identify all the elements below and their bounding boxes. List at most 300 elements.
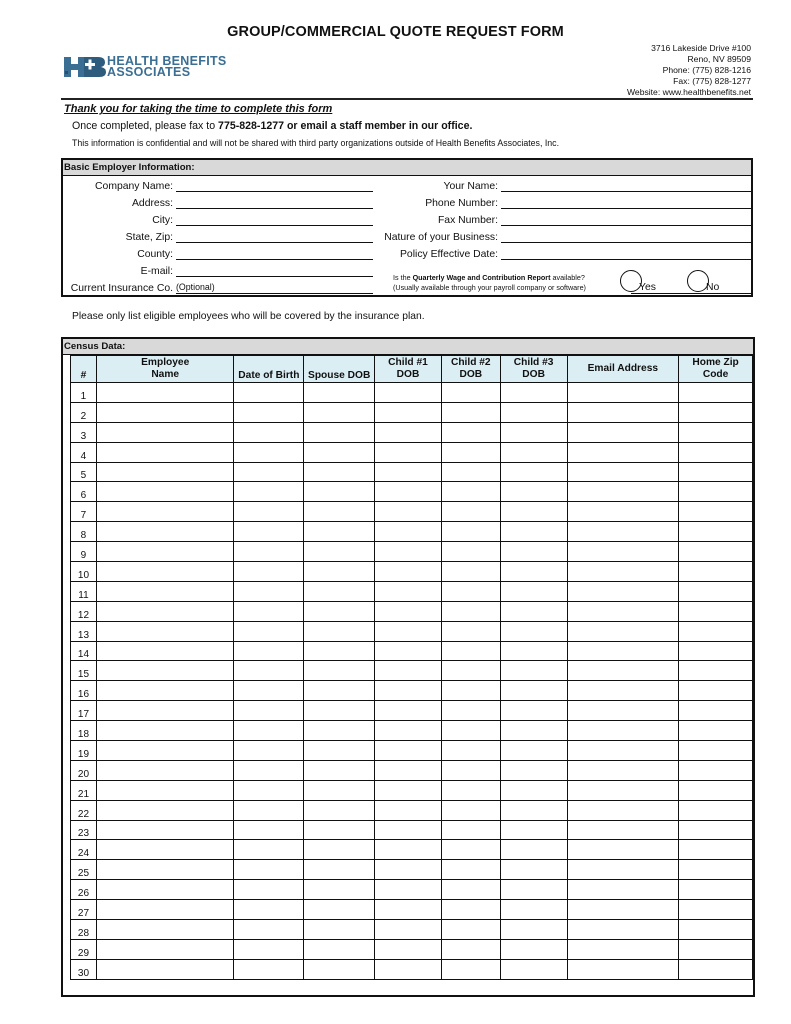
- child2-dob-cell[interactable]: [441, 581, 500, 601]
- child2-dob-cell[interactable]: [441, 760, 500, 780]
- date-of-birth-cell[interactable]: [234, 820, 304, 840]
- child2-dob-cell[interactable]: [441, 661, 500, 681]
- child1-dob-cell[interactable]: [375, 800, 442, 820]
- spouse-dob-cell[interactable]: [304, 820, 375, 840]
- date-of-birth-cell[interactable]: [234, 959, 304, 979]
- employee-name-cell[interactable]: [96, 641, 234, 661]
- email-address-cell[interactable]: [567, 959, 679, 979]
- child3-dob-cell[interactable]: [500, 581, 567, 601]
- spouse-dob-cell[interactable]: [304, 760, 375, 780]
- date-of-birth-cell[interactable]: [234, 900, 304, 920]
- home-zip-cell[interactable]: [679, 939, 753, 959]
- phone-number-label: Phone Number:: [425, 198, 498, 209]
- spouse-dob-cell[interactable]: [304, 800, 375, 820]
- child1-dob-cell[interactable]: [375, 681, 442, 701]
- child2-dob-cell[interactable]: [441, 701, 500, 721]
- child2-dob-cell[interactable]: [441, 462, 500, 482]
- table-row: [71, 601, 753, 621]
- date-of-birth-cell[interactable]: [234, 741, 304, 761]
- employee-name-cell[interactable]: [96, 581, 234, 601]
- email-address-cell[interactable]: [567, 442, 679, 462]
- child3-dob-cell[interactable]: [500, 959, 567, 979]
- col-header-child3-dob: [500, 356, 567, 383]
- email-address-cell[interactable]: [567, 462, 679, 482]
- current-insurance-label: Current Insurance Co.: [70, 283, 173, 294]
- child3-dob-cell[interactable]: [500, 939, 567, 959]
- child3-dob-cell[interactable]: [500, 661, 567, 681]
- child3-dob-cell[interactable]: [500, 601, 567, 621]
- employee-name-cell[interactable]: [96, 701, 234, 721]
- spouse-dob-cell[interactable]: [304, 542, 375, 562]
- email-input[interactable]: [176, 264, 373, 277]
- child2-dob-cell[interactable]: [441, 741, 500, 761]
- home-zip-cell[interactable]: [679, 383, 753, 403]
- employee-name-cell[interactable]: [96, 383, 234, 403]
- child3-dob-cell[interactable]: [500, 621, 567, 641]
- table-row: [71, 860, 753, 880]
- date-of-birth-cell[interactable]: [234, 383, 304, 403]
- city-input[interactable]: [176, 213, 373, 226]
- spouse-dob-cell[interactable]: [304, 860, 375, 880]
- employee-name-cell[interactable]: [96, 621, 234, 641]
- child2-dob-cell[interactable]: [441, 383, 500, 403]
- email-address-cell[interactable]: [567, 383, 679, 403]
- child2-dob-cell[interactable]: [441, 542, 500, 562]
- child2-dob-cell[interactable]: [441, 562, 500, 582]
- child2-dob-cell[interactable]: [441, 880, 500, 900]
- table-row: [71, 920, 753, 940]
- spouse-dob-cell[interactable]: [304, 621, 375, 641]
- child2-dob-cell[interactable]: [441, 681, 500, 701]
- home-zip-cell[interactable]: [679, 760, 753, 780]
- spouse-dob-cell[interactable]: [304, 462, 375, 482]
- nature-of-business-field: [363, 230, 753, 243]
- home-zip-cell[interactable]: [679, 482, 753, 502]
- email-address-cell[interactable]: [567, 522, 679, 542]
- date-of-birth-cell[interactable]: [234, 542, 304, 562]
- child1-dob-cell[interactable]: [375, 522, 442, 542]
- child2-dob-cell[interactable]: [441, 402, 500, 422]
- employee-name-cell[interactable]: [96, 741, 234, 761]
- home-zip-cell[interactable]: [679, 880, 753, 900]
- spouse-dob-cell[interactable]: [304, 442, 375, 462]
- child3-dob-cell[interactable]: [500, 681, 567, 701]
- home-zip-cell[interactable]: [679, 681, 753, 701]
- child1-dob-cell[interactable]: [375, 939, 442, 959]
- row-number: 14: [71, 641, 97, 661]
- child3-dob-cell[interactable]: [500, 422, 567, 442]
- date-of-birth-cell[interactable]: [234, 701, 304, 721]
- child1-dob-cell[interactable]: [375, 621, 442, 641]
- child3-dob-cell[interactable]: [500, 383, 567, 403]
- home-zip-cell[interactable]: [679, 820, 753, 840]
- row-number: 28: [71, 920, 97, 940]
- home-zip-cell[interactable]: [679, 502, 753, 522]
- email-address-cell[interactable]: [567, 581, 679, 601]
- table-row: [71, 522, 753, 542]
- col-header-number: [71, 356, 97, 383]
- child2-dob-cell[interactable]: [441, 900, 500, 920]
- employee-name-cell[interactable]: [96, 542, 234, 562]
- company-address-block: [627, 43, 751, 98]
- spouse-dob-cell[interactable]: [304, 562, 375, 582]
- spouse-dob-cell[interactable]: [304, 422, 375, 442]
- employee-name-cell[interactable]: [96, 422, 234, 442]
- child3-dob-cell[interactable]: [500, 840, 567, 860]
- date-of-birth-cell[interactable]: [234, 661, 304, 681]
- date-of-birth-cell[interactable]: [234, 641, 304, 661]
- employee-name-cell[interactable]: [96, 959, 234, 979]
- date-of-birth-cell[interactable]: [234, 681, 304, 701]
- logo-wordmark: [107, 56, 227, 78]
- email-address-cell[interactable]: [567, 502, 679, 522]
- email-address-cell[interactable]: [567, 741, 679, 761]
- date-of-birth-cell[interactable]: [234, 502, 304, 522]
- email-address-cell[interactable]: [567, 880, 679, 900]
- email-address-cell[interactable]: [567, 900, 679, 920]
- child1-dob-cell[interactable]: [375, 462, 442, 482]
- child1-dob-cell[interactable]: [375, 383, 442, 403]
- email-address-cell[interactable]: [567, 482, 679, 502]
- company-logo: [64, 54, 227, 80]
- date-of-birth-cell[interactable]: [234, 760, 304, 780]
- employee-name-cell[interactable]: [96, 860, 234, 880]
- row-number: 17: [71, 701, 97, 721]
- logo-line-1: HEALTH BENEFITS: [107, 54, 227, 68]
- child1-dob-cell[interactable]: [375, 482, 442, 502]
- child1-dob-cell[interactable]: [375, 820, 442, 840]
- child3-dob-cell[interactable]: [500, 900, 567, 920]
- table-row: [71, 502, 753, 522]
- child3-dob-cell[interactable]: [500, 820, 567, 840]
- employee-name-cell[interactable]: [96, 502, 234, 522]
- date-of-birth-cell[interactable]: [234, 840, 304, 860]
- employee-name-cell[interactable]: [96, 800, 234, 820]
- row-number: 26: [71, 880, 97, 900]
- child3-dob-cell[interactable]: [500, 701, 567, 721]
- child2-dob-cell[interactable]: [441, 840, 500, 860]
- employee-name-cell[interactable]: [96, 601, 234, 621]
- child3-dob-cell[interactable]: [500, 780, 567, 800]
- company-name-input[interactable]: [176, 179, 373, 192]
- employee-name-cell[interactable]: [96, 760, 234, 780]
- date-of-birth-cell[interactable]: [234, 601, 304, 621]
- child2-dob-cell[interactable]: [441, 601, 500, 621]
- home-zip-cell[interactable]: [679, 860, 753, 880]
- spouse-dob-cell[interactable]: [304, 840, 375, 860]
- address-fax: Fax: (775) 828-1277: [673, 76, 751, 86]
- child1-dob-cell[interactable]: [375, 442, 442, 462]
- home-zip-cell[interactable]: [679, 621, 753, 641]
- your-name-input[interactable]: [501, 179, 753, 192]
- date-of-birth-cell[interactable]: [234, 939, 304, 959]
- child3-dob-cell[interactable]: [500, 741, 567, 761]
- child2-dob-cell[interactable]: [441, 502, 500, 522]
- employee-name-cell[interactable]: [96, 900, 234, 920]
- child2-dob-cell[interactable]: [441, 820, 500, 840]
- table-row: [71, 562, 753, 582]
- child1-dob-cell[interactable]: [375, 422, 442, 442]
- home-zip-cell[interactable]: [679, 581, 753, 601]
- row-number: 10: [71, 562, 97, 582]
- employee-name-cell[interactable]: [96, 462, 234, 482]
- email-address-cell[interactable]: [567, 760, 679, 780]
- home-zip-cell[interactable]: [679, 601, 753, 621]
- spouse-dob-cell[interactable]: [304, 701, 375, 721]
- email-address-cell[interactable]: [567, 701, 679, 721]
- child3-dob-cell[interactable]: [500, 721, 567, 741]
- address-website[interactable]: Website: www.healthbenefits.net: [626, 87, 751, 97]
- date-of-birth-cell[interactable]: [234, 562, 304, 582]
- child1-dob-cell[interactable]: [375, 959, 442, 979]
- census-instruction: Please only list eligible employees who will be covered by the insurance plan.: [72, 311, 425, 322]
- employee-name-cell[interactable]: [96, 442, 234, 462]
- child2-dob-cell[interactable]: [441, 800, 500, 820]
- state-zip-input[interactable]: [176, 230, 373, 243]
- home-zip-cell[interactable]: [679, 462, 753, 482]
- child1-dob-cell[interactable]: [375, 581, 442, 601]
- child1-dob-cell[interactable]: [375, 402, 442, 422]
- spouse-dob-cell[interactable]: [304, 780, 375, 800]
- child2-dob-cell[interactable]: [441, 641, 500, 661]
- home-zip-cell[interactable]: [679, 780, 753, 800]
- spouse-dob-cell[interactable]: [304, 880, 375, 900]
- employee-name-cell[interactable]: [96, 780, 234, 800]
- home-zip-cell[interactable]: [679, 402, 753, 422]
- date-of-birth-cell[interactable]: [234, 422, 304, 442]
- child1-dob-cell[interactable]: [375, 900, 442, 920]
- child2-dob-cell[interactable]: [441, 422, 500, 442]
- date-of-birth-cell[interactable]: [234, 880, 304, 900]
- spouse-dob-cell[interactable]: [304, 741, 375, 761]
- child1-dob-cell[interactable]: [375, 780, 442, 800]
- employee-name-cell[interactable]: [96, 402, 234, 422]
- email-address-cell[interactable]: [567, 621, 679, 641]
- child2-dob-cell[interactable]: [441, 860, 500, 880]
- col-header-employee-name-line2: Name: [151, 369, 180, 380]
- email-address-cell[interactable]: [567, 542, 679, 562]
- fax-instructions: [72, 120, 472, 132]
- spouse-dob-cell[interactable]: [304, 900, 375, 920]
- state-zip-field: [63, 230, 373, 243]
- census-table: [70, 355, 753, 980]
- spouse-dob-cell[interactable]: [304, 939, 375, 959]
- employee-name-cell[interactable]: [96, 721, 234, 741]
- phone-number-input[interactable]: [501, 196, 753, 209]
- child1-dob-cell[interactable]: [375, 562, 442, 582]
- col-header-home-zip: [679, 356, 753, 383]
- spouse-dob-cell[interactable]: [304, 661, 375, 681]
- spouse-dob-cell[interactable]: [304, 920, 375, 940]
- table-row: [71, 661, 753, 681]
- county-input[interactable]: [176, 247, 373, 260]
- child2-dob-cell[interactable]: [441, 522, 500, 542]
- email-field: [63, 264, 373, 277]
- col-header-child2-dob: [441, 356, 500, 383]
- nature-of-business-input[interactable]: [501, 230, 753, 243]
- child1-dob-cell[interactable]: [375, 840, 442, 860]
- home-zip-cell[interactable]: [679, 840, 753, 860]
- email-address-cell[interactable]: [567, 562, 679, 582]
- employee-name-cell[interactable]: [96, 820, 234, 840]
- current-insurance-input[interactable]: (Optional): [176, 281, 373, 294]
- child2-dob-cell[interactable]: [441, 959, 500, 979]
- spouse-dob-cell[interactable]: [304, 522, 375, 542]
- email-address-cell[interactable]: [567, 402, 679, 422]
- child1-dob-cell[interactable]: [375, 601, 442, 621]
- email-address-cell[interactable]: [567, 721, 679, 741]
- home-zip-cell[interactable]: [679, 562, 753, 582]
- email-address-cell[interactable]: [567, 860, 679, 880]
- child1-dob-cell[interactable]: [375, 860, 442, 880]
- date-of-birth-cell[interactable]: [234, 780, 304, 800]
- employee-name-cell[interactable]: [96, 939, 234, 959]
- date-of-birth-cell[interactable]: [234, 721, 304, 741]
- date-of-birth-cell[interactable]: [234, 462, 304, 482]
- employee-name-cell[interactable]: [96, 482, 234, 502]
- home-zip-cell[interactable]: [679, 641, 753, 661]
- home-zip-cell[interactable]: [679, 920, 753, 940]
- col-header-number-text: #: [80, 370, 87, 381]
- date-of-birth-cell[interactable]: [234, 920, 304, 940]
- home-zip-cell[interactable]: [679, 721, 753, 741]
- table-row: [71, 820, 753, 840]
- child1-dob-cell[interactable]: [375, 661, 442, 681]
- child3-dob-cell[interactable]: [500, 482, 567, 502]
- child3-dob-cell[interactable]: [500, 402, 567, 422]
- employee-name-cell[interactable]: [96, 840, 234, 860]
- census-header-row: [71, 356, 753, 383]
- child2-dob-cell[interactable]: [441, 780, 500, 800]
- date-of-birth-cell[interactable]: [234, 522, 304, 542]
- email-address-cell[interactable]: [567, 800, 679, 820]
- employee-name-cell[interactable]: [96, 562, 234, 582]
- employee-name-cell[interactable]: [96, 661, 234, 681]
- child3-dob-cell[interactable]: [500, 522, 567, 542]
- child3-dob-cell[interactable]: [500, 920, 567, 940]
- child3-dob-cell[interactable]: [500, 462, 567, 482]
- email-address-cell[interactable]: [567, 422, 679, 442]
- col-header-child3-line1: Child #3: [513, 357, 554, 368]
- email-address-cell[interactable]: [567, 939, 679, 959]
- email-address-cell[interactable]: [567, 820, 679, 840]
- email-address-cell[interactable]: [567, 780, 679, 800]
- fax-number-input[interactable]: [501, 213, 753, 226]
- child3-dob-cell[interactable]: [500, 641, 567, 661]
- child1-dob-cell[interactable]: [375, 880, 442, 900]
- spouse-dob-cell[interactable]: [304, 601, 375, 621]
- header-divider: [61, 98, 753, 100]
- employee-name-cell[interactable]: [96, 920, 234, 940]
- home-zip-cell[interactable]: [679, 701, 753, 721]
- spouse-dob-cell[interactable]: [304, 721, 375, 741]
- date-of-birth-cell[interactable]: [234, 402, 304, 422]
- spouse-dob-cell[interactable]: [304, 383, 375, 403]
- date-of-birth-cell[interactable]: [234, 621, 304, 641]
- email-address-cell[interactable]: [567, 601, 679, 621]
- county-label: County:: [137, 249, 173, 260]
- date-of-birth-cell[interactable]: [234, 800, 304, 820]
- date-of-birth-cell[interactable]: [234, 581, 304, 601]
- child3-dob-cell[interactable]: [500, 542, 567, 562]
- child1-dob-cell[interactable]: [375, 641, 442, 661]
- child3-dob-cell[interactable]: [500, 502, 567, 522]
- policy-effective-date-input[interactable]: [501, 247, 753, 260]
- child1-dob-cell[interactable]: [375, 542, 442, 562]
- home-zip-cell[interactable]: [679, 542, 753, 562]
- spouse-dob-cell[interactable]: [304, 641, 375, 661]
- child1-dob-cell[interactable]: [375, 721, 442, 741]
- child3-dob-cell[interactable]: [500, 860, 567, 880]
- home-zip-cell[interactable]: [679, 442, 753, 462]
- employee-name-cell[interactable]: [96, 681, 234, 701]
- home-zip-cell[interactable]: [679, 800, 753, 820]
- child2-dob-cell[interactable]: [441, 920, 500, 940]
- spouse-dob-cell[interactable]: [304, 502, 375, 522]
- email-address-cell[interactable]: [567, 681, 679, 701]
- row-number: 7: [71, 502, 97, 522]
- email-address-cell[interactable]: [567, 661, 679, 681]
- child2-dob-cell[interactable]: [441, 621, 500, 641]
- employer-info-heading: Basic Employer Information:: [63, 160, 751, 176]
- table-row: [71, 760, 753, 780]
- spouse-dob-cell[interactable]: [304, 402, 375, 422]
- child1-dob-cell[interactable]: [375, 920, 442, 940]
- home-zip-cell[interactable]: [679, 522, 753, 542]
- home-zip-cell[interactable]: [679, 900, 753, 920]
- spouse-dob-cell[interactable]: [304, 581, 375, 601]
- fax-number-field: [363, 213, 753, 226]
- email-address-cell[interactable]: [567, 840, 679, 860]
- row-number: 16: [71, 681, 97, 701]
- home-zip-cell[interactable]: [679, 422, 753, 442]
- child1-dob-cell[interactable]: [375, 760, 442, 780]
- email-address-cell[interactable]: [567, 641, 679, 661]
- spouse-dob-cell[interactable]: [304, 482, 375, 502]
- home-zip-cell[interactable]: [679, 741, 753, 761]
- child1-dob-cell[interactable]: [375, 701, 442, 721]
- email-address-cell[interactable]: [567, 920, 679, 940]
- home-zip-cell[interactable]: [679, 661, 753, 681]
- table-row: [71, 422, 753, 442]
- child3-dob-cell[interactable]: [500, 880, 567, 900]
- col-header-date-of-birth-text: Date of Birth: [238, 370, 300, 381]
- date-of-birth-cell[interactable]: [234, 860, 304, 880]
- spouse-dob-cell[interactable]: [304, 959, 375, 979]
- employee-name-cell[interactable]: [96, 522, 234, 542]
- child2-dob-cell[interactable]: [441, 482, 500, 502]
- spouse-dob-cell[interactable]: [304, 681, 375, 701]
- company-name-label: Company Name:: [95, 181, 173, 192]
- child2-dob-cell[interactable]: [441, 939, 500, 959]
- child2-dob-cell[interactable]: [441, 721, 500, 741]
- child1-dob-cell[interactable]: [375, 741, 442, 761]
- quarterly-no-label: No: [706, 282, 720, 293]
- date-of-birth-cell[interactable]: [234, 442, 304, 462]
- child3-dob-cell[interactable]: [500, 442, 567, 462]
- address-input[interactable]: [176, 196, 373, 209]
- date-of-birth-cell[interactable]: [234, 482, 304, 502]
- company-name-field: [63, 179, 373, 192]
- table-row: [71, 542, 753, 562]
- child1-dob-cell[interactable]: [375, 502, 442, 522]
- home-zip-cell[interactable]: [679, 959, 753, 979]
- child2-dob-cell[interactable]: [441, 442, 500, 462]
- child3-dob-cell[interactable]: [500, 800, 567, 820]
- employee-name-cell[interactable]: [96, 880, 234, 900]
- child3-dob-cell[interactable]: [500, 760, 567, 780]
- child3-dob-cell[interactable]: [500, 562, 567, 582]
